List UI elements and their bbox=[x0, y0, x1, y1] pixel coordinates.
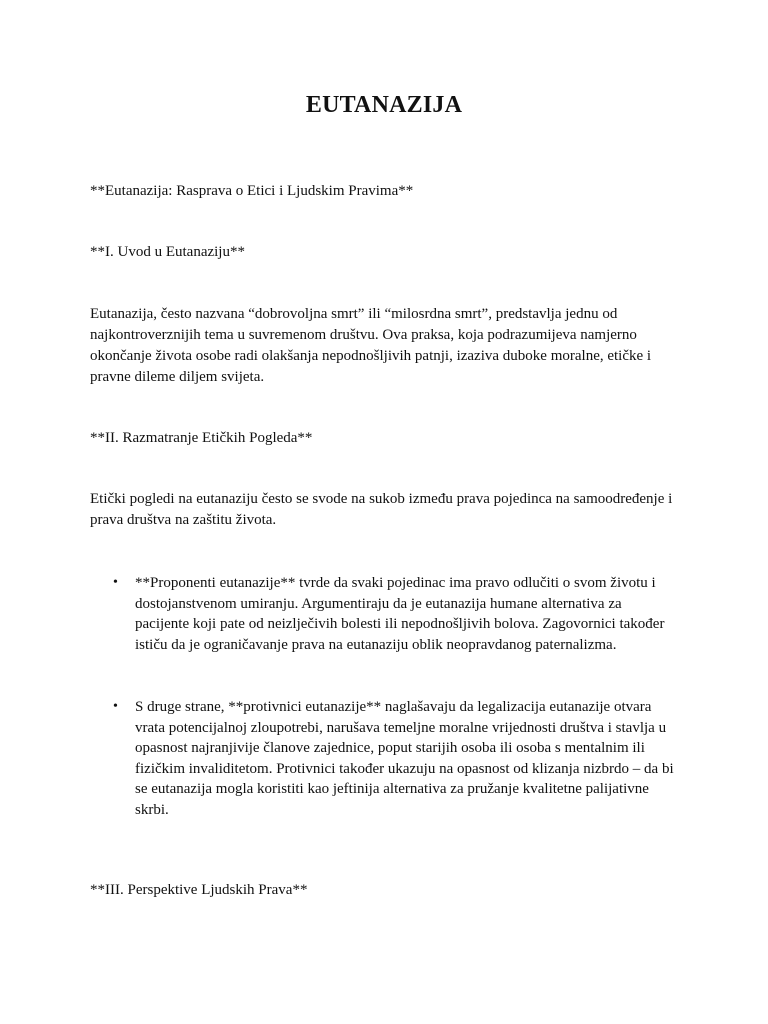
section-paragraph-ethics bbox=[90, 489, 680, 531]
paragraph-line: prava društva na zaštitu života. bbox=[90, 512, 277, 528]
bullet-line: fizičkim invaliditetom. Protivnici također ukazuju na opasnost od klizanja nizbrdo – da bi bbox=[135, 760, 674, 777]
bullet-line: **Proponenti eutanazije** tvrde da svaki pojedinac ima pravo odlučiti o svom životu i bbox=[135, 575, 656, 591]
paragraph-line: najkontroverznijih tema u suvremenom društvu. Ova praksa, koja podrazumijeva namjerno bbox=[90, 327, 637, 343]
paragraph-line: Etički pogledi na eutanaziju često se svode na sukob između prava pojedinca na samoodređenje i bbox=[90, 491, 673, 507]
bullet-line: opasnost najranjivije članove zajednice, poput starijih osoba ili osoba s mentalnim ili bbox=[135, 740, 645, 756]
section-heading-ethics: **II. Razmatranje Etičkih Pogleda** bbox=[90, 430, 313, 446]
document-subtitle: **Eutanazija: Rasprava o Etici i Ljudskim Pravima** bbox=[90, 183, 414, 199]
paragraph-line: Eutanazija, često nazvana “dobrovoljna smrt” ili “milosrdna smrt”, predstavlja jednu od bbox=[90, 306, 618, 322]
bullet-marker: • bbox=[113, 575, 118, 590]
bullet-line: se eutanazija mogla koristiti kao jeftinija alternativa za pružanje kvalitetne palijativne bbox=[135, 781, 649, 797]
bullet-line: ističu da je ograničavanje prava na eutanaziju oblik neopravdanog paternalizma. bbox=[135, 636, 617, 653]
document-title: EUTANAZIJA bbox=[305, 92, 463, 118]
section-heading-intro: **I. Uvod u Eutanaziju** bbox=[90, 244, 245, 260]
section-heading-human-rights: **III. Perspektive Ljudskih Prava** bbox=[90, 882, 308, 898]
bullet-line: pacijente koji pate od neizlječivih bolesti ili nepodnošljivih bolova. Zagovornici također bbox=[135, 616, 665, 632]
bullet-line: S druge strane, **protivnici eutanazije** naglašavaju da legalizacija eutanazije otvara bbox=[135, 699, 652, 715]
bullet-line: dostojanstvenom umiranju. Argumentiraju da je eutanazija humane alternativa za bbox=[135, 595, 622, 612]
paragraph-line: pravne dileme diljem svijeta. bbox=[90, 369, 265, 385]
paragraph-line: okončanje života osobe radi olakšanja nepodnošljivih patnji, izaziva duboke moralne, etičke i bbox=[90, 348, 652, 364]
bullet-item-proponents bbox=[135, 573, 695, 655]
bullet-line: skrbi. bbox=[135, 801, 169, 818]
bullet-item-opponents bbox=[135, 697, 695, 820]
section-paragraph-intro bbox=[90, 304, 680, 388]
bullet-line: vrata potencijalnoj zloupotrebi, narušava temeljne moralne vrijednosti društva i stavlja u bbox=[135, 719, 667, 736]
bullet-marker: • bbox=[113, 699, 118, 714]
